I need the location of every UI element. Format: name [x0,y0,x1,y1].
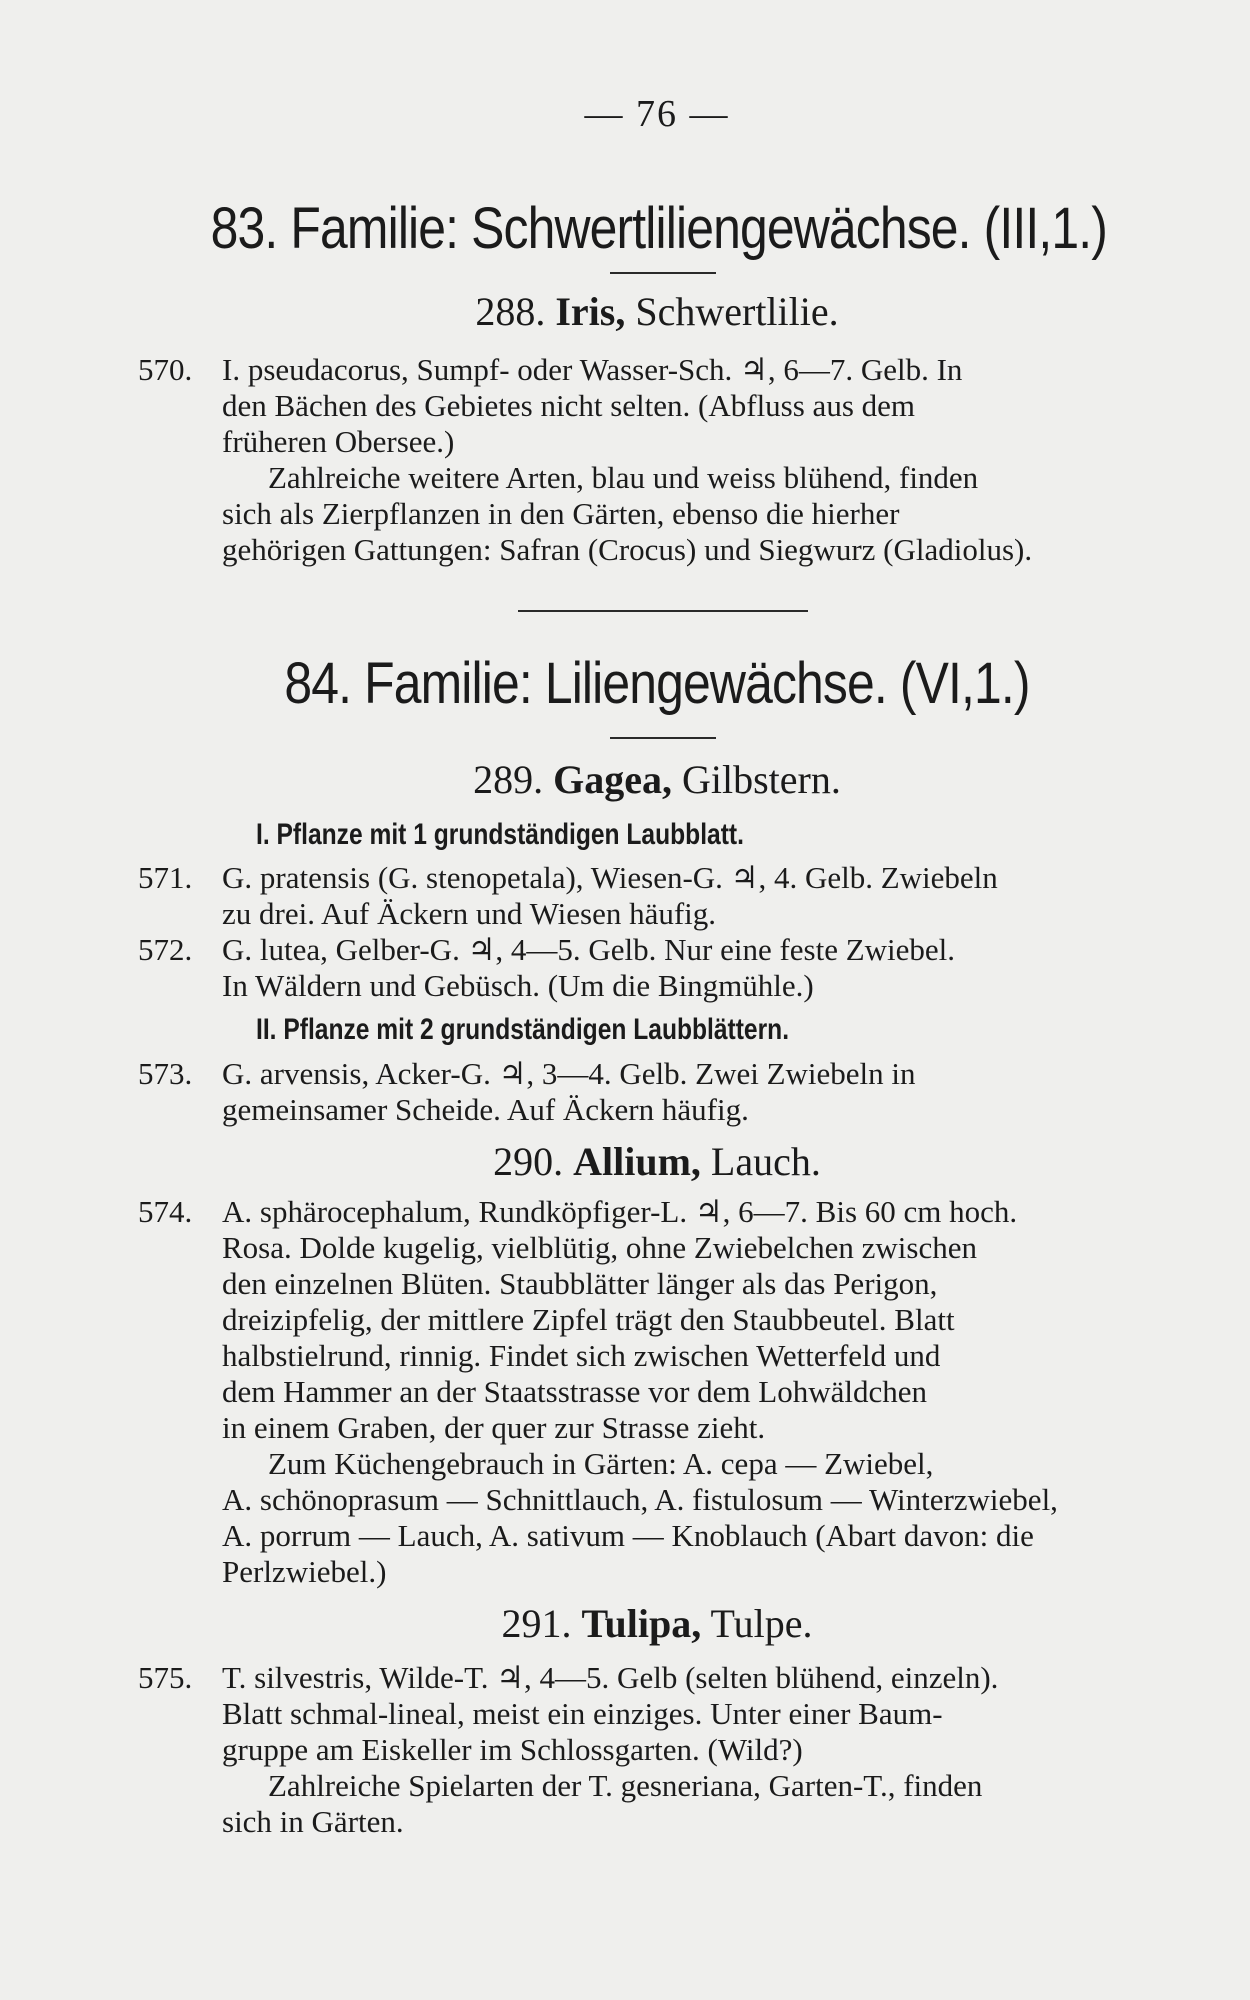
entry-571: 571. G. pratensis (G. stenopetala), Wiesen-G. ♃, 4. Gelb. Zwiebeln [138,860,998,895]
entry-line: den einzelnen Blüten. Staubblätter länger als das Perigon, [222,1266,938,1301]
entry-line: A. schönoprasum — Schnittlauch, A. fistulosum — Winterzwiebel, [222,1482,1058,1517]
entry-570: 570. I. pseudacorus, Sumpf- oder Wasser-Sch. ♃, 6—7. Gelb. In [138,352,963,387]
entry-line: den Bächen des Gebietes nicht selten. (Abfluss aus dem [222,388,916,423]
genus-heading-291: 291. Tulipa, Tulpe. [501,1601,813,1646]
entry-line: Blatt schmal-lineal, meist ein einziges. Unter einer Baum- [222,1696,943,1731]
entry-574: 574. A. sphärocephalum, Rundköpfiger-L. ♃, 6—7. Bis 60 cm hoch. [138,1194,1018,1229]
entry-line: Perlzwiebel.) [222,1554,387,1589]
entry-line: sich als Zierpflanzen in den Gärten, ebenso die hierher [222,496,900,531]
entry-line: Zum Küchengebrauch in Gärten: A. cepa — Zwiebel, [268,1446,934,1481]
family-heading-84: 84. Familie: Liliengewächse. (VI,1.) [284,651,1030,716]
entry-line: sich in Gärten. [222,1804,404,1839]
entry-line: gemeinsamer Scheide. Auf Äckern häufig. [222,1092,749,1127]
subheading-two-leaves: II. Pflanze mit 2 grundständigen Laubblättern. [256,1013,790,1046]
entry-line: zu drei. Auf Äckern und Wiesen häufig. [222,896,717,931]
genus-heading-289: 289. Gagea, Gilbstern. [473,757,841,802]
entry-line: halbstielrund, rinnig. Findet sich zwischen Wetterfeld und [222,1338,941,1373]
entry-line: gehörigen Gattungen: Safran (Crocus) und Siegwurz (Gladiolus). [222,532,1033,567]
divider [610,737,716,739]
entry-line: dem Hammer an der Staatsstrasse vor dem Lohwäldchen [222,1374,928,1409]
entry-line: in einem Graben, der quer zur Strasse zieht. [222,1410,766,1445]
entry-line: Rosa. Dolde kugelig, vielblütig, ohne Zwiebelchen zwischen [222,1230,978,1265]
page-number: — 76 — [584,93,730,135]
subheading-one-leaf: I. Pflanze mit 1 grundständigen Laubblatt. [256,818,744,851]
entry-572: 572. G. lutea, Gelber-G. ♃, 4—5. Gelb. Nur eine feste Zwiebel. [138,932,956,967]
divider [518,610,808,612]
entry-line: Zahlreiche Spielarten der T. gesneriana, Garten-T., finden [268,1768,983,1803]
entry-line: In Wäldern und Gebüsch. (Um die Bingmühle.) [222,968,814,1003]
entry-line: dreizipfelig, der mittlere Zipfel trägt den Staubbeutel. Blatt [222,1302,955,1337]
entry-573: 573. G. arvensis, Acker-G. ♃, 3—4. Gelb. Zwei Zwiebeln in [138,1056,916,1091]
divider [610,272,716,274]
entry-line: gruppe am Eiskeller im Schlossgarten. (Wild?) [222,1732,803,1767]
entry-line: A. porrum — Lauch, A. sativum — Knoblauch (Abart davon: die [222,1518,1034,1553]
genus-heading-290: 290. Allium, Lauch. [493,1139,821,1184]
entry-575: 575. T. silvestris, Wilde-T. ♃, 4—5. Gelb (selten blühend, einzeln). [138,1660,999,1695]
book-page [138,0,1176,2000]
entry-line: früheren Obersee.) [222,424,455,459]
entry-line: Zahlreiche weitere Arten, blau und weiss blühend, finden [268,460,979,495]
genus-heading-288: 288. Iris, Schwertlilie. [475,289,839,334]
family-heading-83: 83. Familie: Schwertliliengewächse. (III,1.) [210,196,1108,261]
